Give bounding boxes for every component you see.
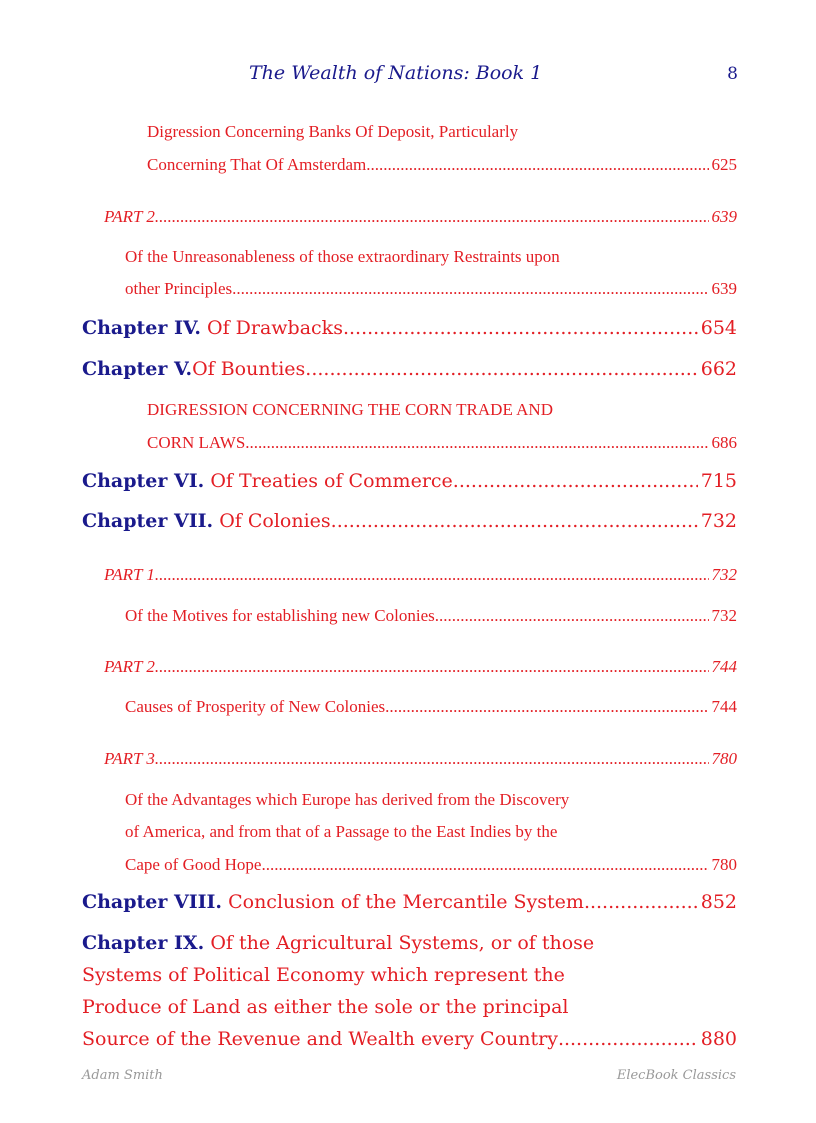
toc-entry-banks-of-deposit-line1[interactable]: Digression Concerning Banks Of Deposit, Particularly	[147, 122, 519, 141]
chapter-title: Source of the Revenue and Wealth every Country	[82, 1028, 558, 1050]
leader-dots	[343, 317, 698, 339]
chapter-title: Of Drawbacks	[207, 317, 343, 339]
leader-dots	[261, 855, 708, 875]
toc-page-number: 625	[711, 155, 737, 174]
leader-dots	[155, 565, 709, 585]
toc-page-number: 715	[700, 470, 737, 492]
leader-dots	[558, 1028, 698, 1050]
chapter-title: Conclusion of the Mercantile System	[228, 891, 584, 913]
leader-dots	[435, 606, 709, 626]
toc-page-number: 732	[711, 565, 737, 584]
page-number: 8	[727, 64, 738, 84]
toc-entry-chapter-6[interactable]	[82, 470, 737, 492]
leader-dots	[155, 207, 709, 227]
footer-author: Adam Smith	[82, 1068, 163, 1083]
toc-entry-advantages-line1[interactable]: Of the Advantages which Europe has derived from the Discovery	[125, 790, 570, 809]
chapter-label: Chapter VI.	[82, 470, 205, 492]
toc-entry-text: Causes of Prosperity of New Colonies	[125, 697, 386, 716]
chapter-title: Of Bounties	[192, 358, 306, 380]
toc-entry-part-2-b[interactable]	[104, 657, 737, 677]
chapter-title: Of Treaties of Commerce	[210, 470, 453, 492]
toc-entry-corn-trade-line1[interactable]: DIGRESSION CONCERNING THE CORN TRADE AND	[147, 400, 553, 419]
toc-page-number: 654	[700, 317, 737, 339]
chapter-label: Chapter IV.	[82, 317, 201, 339]
leader-dots	[331, 510, 698, 532]
toc-entry-chapter-5[interactable]	[82, 358, 737, 380]
toc-entry-advantages-line2[interactable]: of America, and from that of a Passage to the East Indies by the	[125, 822, 558, 841]
toc-entry-text: Cape of Good Hope	[125, 855, 262, 874]
toc-page-number: 686	[711, 433, 737, 452]
toc-entry-text: PART 1	[104, 565, 155, 584]
toc-entry-part-1[interactable]	[104, 565, 737, 585]
toc-entry-text: Concerning That Of Amsterdam	[147, 155, 367, 174]
toc-entry-unreasonableness-line1[interactable]: Of the Unreasonableness of those extraordinary Restraints upon	[125, 247, 560, 266]
toc-entry-chapter-8[interactable]	[82, 891, 737, 913]
toc-page-number: 639	[711, 279, 737, 298]
toc-entry-advantages-europe[interactable]	[125, 855, 737, 875]
toc-entry-chapter-4[interactable]	[82, 317, 737, 339]
toc-page-number: 662	[700, 358, 737, 380]
toc-entry-chapter-9-line3[interactable]: Produce of Land as either the sole or the principal	[82, 996, 569, 1018]
toc-page-number: 744	[711, 697, 737, 716]
toc-page-number: 732	[700, 510, 737, 532]
footer-publisher: ElecBook Classics	[616, 1068, 736, 1083]
toc-entry-part-2-a[interactable]	[104, 207, 737, 227]
chapter-label: Chapter VII.	[82, 510, 214, 532]
leader-dots	[155, 749, 709, 769]
running-header-title: The Wealth of Nations: Book 1	[249, 62, 543, 84]
toc-page-number: 780	[711, 855, 737, 874]
toc-page-number: 880	[700, 1028, 737, 1050]
toc-entry-corn-trade[interactable]	[147, 433, 737, 453]
leader-dots	[453, 470, 698, 492]
toc-entry-text: other Principles	[125, 279, 233, 298]
leader-dots	[245, 433, 708, 453]
toc-entry-text: CORN LAWS	[147, 433, 246, 452]
leader-dots	[366, 155, 708, 175]
toc-page-number: 732	[711, 606, 737, 625]
chapter-label: Chapter VIII.	[82, 891, 223, 913]
toc-entry-chapter-9-line1[interactable]	[82, 932, 594, 954]
toc-entry-chapter-7[interactable]	[82, 510, 737, 532]
toc-page-number: 639	[711, 207, 737, 226]
chapter-title: Of the Agricultural Systems, or of those	[210, 932, 595, 954]
leader-dots	[385, 697, 708, 717]
leader-dots	[232, 279, 708, 299]
chapter-label: Chapter V.	[82, 358, 193, 380]
leader-dots	[305, 358, 697, 380]
toc-entry-chapter-9[interactable]	[82, 1028, 737, 1050]
toc-entry-chapter-9-line2[interactable]: Systems of Political Economy which represent the	[82, 964, 565, 986]
toc-entry-banks-of-deposit[interactable]	[147, 155, 737, 175]
chapter-label: Chapter IX.	[82, 932, 205, 954]
toc-page-number: 744	[711, 657, 737, 676]
toc-entry-part-3[interactable]	[104, 749, 737, 769]
toc-entry-motives-new-colonies[interactable]	[125, 606, 737, 626]
toc-entry-text: PART 3	[104, 749, 155, 768]
toc-entry-unreasonableness[interactable]	[125, 279, 737, 299]
toc-entry-text: PART 2	[104, 657, 155, 676]
toc-page-number: 780	[711, 749, 737, 768]
toc-page-number: 852	[700, 891, 737, 913]
toc-entry-text: Of the Motives for establishing new Colonies	[125, 606, 435, 625]
leader-dots	[584, 891, 698, 913]
chapter-title: Of Colonies	[219, 510, 331, 532]
toc-entry-text: PART 2	[104, 207, 155, 226]
toc-entry-prosperity-new-colonies[interactable]	[125, 697, 737, 717]
leader-dots	[155, 657, 709, 677]
